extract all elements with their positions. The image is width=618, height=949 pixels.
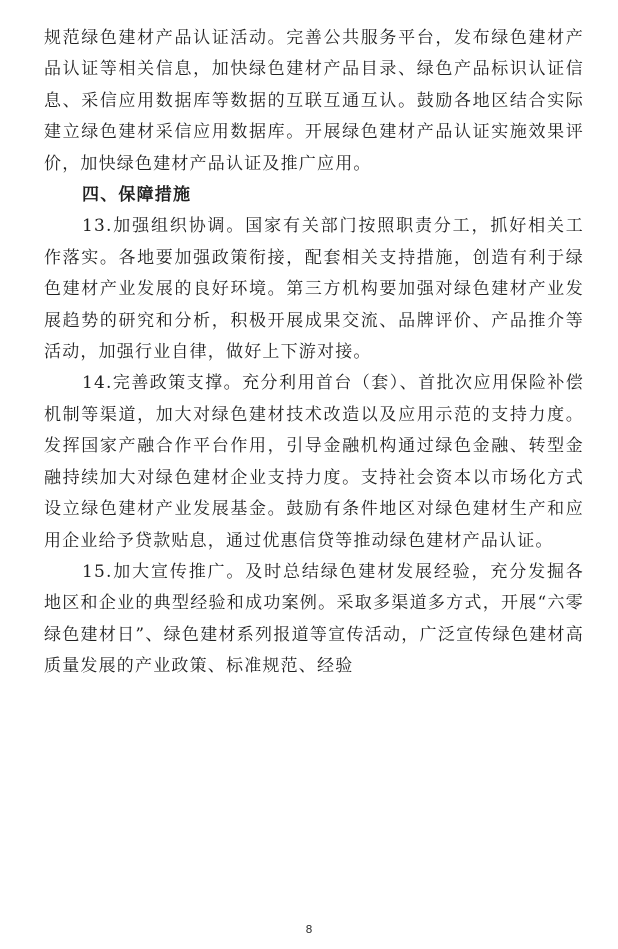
paragraph-14-policy-support: 14.完善政策支撑。充分利用首台（套）、首批次应用保险补偿机制等渠道，加大对绿色建材技术改造以及应用示范的支持力度。发挥国家产融合作平台作用，引导金融机构通过绿色金融、转型金融持续加大对绿色建材企业支持力度。支持社会资本以市场化方式设立绿色建材产业发展基金。鼓励有条件地区对绿色建材生产和应用企业给予贷款贴息，通过优惠信贷等推动绿色建材产品认证。 [44, 373, 584, 551]
paragraph-certification-continued: 规范绿色建材产品认证活动。完善公共服务平台，发布绿色建材产品认证等相关信息，加快绿色建材产品目录、绿色产品标识认证信息、采信应用数据库等数据的互联互通互认。鼓励各地区结合实际建立绿色建材采信应用数据库。开展绿色建材产品认证实施效果评价，加快绿色建材产品认证及推广应用。 [44, 28, 584, 174]
document-body [44, 23, 584, 683]
paragraph-15-publicity-promotion: 15.加大宣传推广。及时总结绿色建材发展经验，充分发掘各地区和企业的典型经验和成功案例。采取多渠道多方式，开展“六零绿色建材日”、绿色建材系列报道等宣传活动，广泛宣传绿色建材高质量发展的产业政策、标准规范、经验 [44, 561, 584, 677]
paragraph-13-organization-coordination: 13.加强组织协调。国家有关部门按照职责分工，抓好相关工作落实。各地要加强政策衔接，配套相关支持措施，创造有利于绿色建材产业发展的良好环境。第三方机构要加强对绿色建材产业发展趋势的研究和分析，积极开展成果交流、品牌评价、产品推介等活动，加强行业自律，做好上下游对接。 [44, 216, 584, 363]
page-number: 8 [305, 923, 313, 936]
section-heading-safeguard-measures: 四、保障措施 [82, 185, 192, 206]
